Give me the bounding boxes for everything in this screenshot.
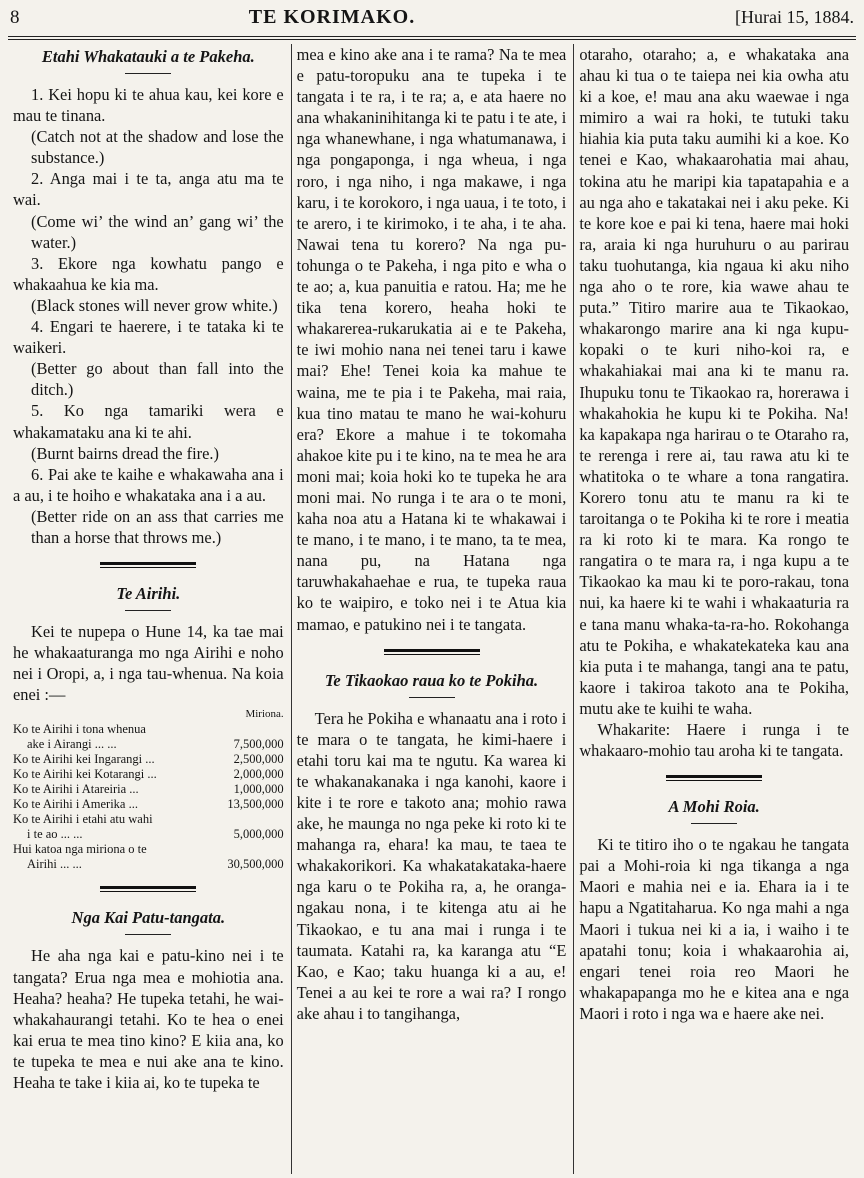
population-table: [13, 707, 284, 872]
proverb-1-english: (Catch not at the shadow and lose the substance.): [31, 127, 284, 168]
row-value: [208, 812, 284, 827]
table-row: [13, 842, 284, 857]
airihi-intro: Kei te nupepa o Hune 14, ka tae mai he whakaaturanga mo nga Airihi e noho nei i Oropi, a, i nga tau-whenua. Na koia enei :—: [13, 622, 284, 705]
proverb-3: 3. Ekore nga kowhatu pango e whakaahua ke kia ma.: [13, 253, 284, 294]
page-header: [8, 6, 856, 36]
row-label: i te ao ... ...: [27, 827, 83, 842]
column-2: [291, 44, 574, 1174]
short-rule: [409, 697, 455, 698]
newspaper-title: TE KORIMAKO.: [248, 6, 416, 28]
proverb-6: 6. Pai ake te kaihe e whakawaha ana i a au, i te hoiho e whakataka ana i a au.: [13, 464, 284, 505]
row-label: Ko te Airihi i tona whenua: [13, 722, 146, 737]
columns: [8, 44, 856, 1174]
proverb-3-english: (Black stones will never grow white.): [31, 295, 278, 315]
page-number: 8: [10, 7, 20, 28]
article-heading-airihi: Te Airihi.: [116, 584, 181, 604]
tikaokao-moral: Whakarite: Haere i runga i te whakaaro-mohio tau aroha ki te tangata.: [579, 720, 850, 761]
column-3: [573, 44, 856, 1174]
short-rule: [691, 823, 737, 824]
proverb-6-english: (Better ride on an ass that carries me than a horse that throws me.): [31, 506, 284, 547]
section-rule: [100, 886, 196, 892]
row-value: 7,500,000: [233, 737, 284, 752]
table-row: [13, 767, 284, 782]
column-1: [8, 44, 291, 1174]
table-unit-header: Miriona.: [245, 708, 284, 721]
row-value: 5,000,000: [233, 827, 284, 842]
row-value: 1,000,000: [233, 782, 284, 797]
row-label: Ko te Airihi i Atareiria ...: [13, 782, 139, 797]
row-label: Airihi ... ...: [27, 857, 82, 872]
proverb-4: 4. Engari te haerere, i te tataka ki te waikeri.: [13, 317, 284, 358]
mohi-roia-body: Ki te titiro iho o te ngakau he tangata pai a Mohi-roia ki nga tikanga a nga Maori e mahia nei e ia. Ehara ia i te hapu a Ngatitaharua. Ko nga mahi a nga Maori i tukua nei ki a ia, i waiho i te apatahi tonu; koia i whakaarohia ai, engari tenei roia reo Maori he whakapapanga mo he e kitea ana e nga Maori i roto i nga wa e haere ake nei.: [579, 835, 850, 1023]
article-heading-tikaokao: Te Tikaokao raua ko te Pokiha.: [324, 670, 539, 690]
header-rule: [8, 36, 856, 40]
table-row: [13, 797, 284, 812]
kai-body-continued: mea e kino ake ana i te rama? Na te mea e patu-toropuku ana te tupeka i te tangata i te ra, i te ra; a, e ata haere no ana whakaninihitanga ki te patu i te ate, i nga whanewhane, i nga whatumanawa, i nga pongaponga, i nga wheua, i nga roro, i nga niho, i nga makawe, i nga karu, i te korokoro, i nga uaua, i te toto, i te arero, i te kirimoko, i te aha, i te aha. Nawai tena tu korero? Na nga pu-tohunga o te Pakeha, i nga pito e wha o te ao; a, kua panuitia e ratou. Ha; me he tika tena korero, heaha hoki te whakarerea-rukarukatia ai e te Pakeha, te iwi mohio nana nei tenei taru i kawe mai? Ehe! Tenei koia ka mahue te waina, me te pia i te Pakeha, mai raia, kua tino matau te mano he wai-kohuru era? Ekore a mahue i te tokomaha ahakoe kite pu i te kino, na te mea he ara moni mai; koia hoki ko te tupeka he ara moni mai. No runga i te ara o te moni, kaha noa atu a Hatana ki te whakawai i te mano, i te mano, i te mano, ta te mea, nana pu, na Hatana nga taruwhakahaehae e rua, te tupeka raua ko te waipiro, e toko nei i te Atua kia mamao, e patukino nei i te tangata.: [296, 45, 567, 634]
table-row: [13, 722, 284, 737]
proverb-2: 2. Anga mai i te ta, anga atu ma te wai.: [13, 169, 284, 210]
article-heading-mohi-roia: A Mohi Roia.: [668, 797, 760, 817]
table-row: [13, 827, 284, 842]
proverb-4-english: (Better go about than fall into the ditch.): [31, 359, 284, 400]
table-row: [13, 812, 284, 827]
issue-date: [Hurai 15, 1884.: [735, 7, 854, 27]
table-row: [13, 782, 284, 797]
row-label: Ko te Airihi kei Kotarangi ...: [13, 767, 157, 782]
row-label: Ko te Airihi i Amerika ...: [13, 797, 138, 812]
row-label: ake i Airangi ... ...: [27, 737, 117, 752]
table-row: [13, 857, 284, 872]
row-value: 13,500,000: [227, 797, 284, 812]
short-rule: [125, 73, 171, 74]
tikaokao-body: Tera he Pokiha e whanaatu ana i roto i te mara o te tangata, he kimi-haere i etahi toru kai ma te ngutu. Ka warea ki te whakanakanaka i nga kanohi, kaore i kite i te rore e takoto ana; mohio rawa ake, he maunga no nga peke ki roto ki te mahanga ra, ehara! ka mau, te taea te whakakorikori. Ka whakatakataka-haere nga karu o te Pokiha ra, a, he oranga-ngakau nona, i te kitenga atu ai he Tikaokao, e tu ana mai i runga i te taumata. Katahi ra, ka karanga atu “E Kao, e Kao; taku huanga ki a au, e! Tenei a au kei te rore a wai ra? I rongo ake ahau i to tangihanga,: [296, 708, 567, 1023]
section-rule: [100, 562, 196, 568]
short-rule: [125, 934, 171, 935]
proverb-5: 5. Ko nga tamariki wera e whakamataku ana ki te ahi.: [13, 401, 284, 442]
short-rule: [125, 610, 171, 611]
row-value: [208, 842, 284, 857]
row-value: [208, 722, 284, 737]
article-heading-proverbs: Etahi Whakatauki a te Pakeha.: [41, 47, 255, 66]
proverb-5-english: (Burnt bairns dread the fire.): [31, 443, 219, 463]
proverb-2-english: (Come wi’ the wind an’ gang wi’ the water.): [31, 211, 284, 252]
article-heading-kai: Nga Kai Patu-tangata.: [71, 908, 226, 928]
row-value: 2,500,000: [233, 752, 284, 767]
kai-body: He aha nga kai e patu-kino nei i te tangata? Erua nga mea e mohiotia ana. Heaha? heaha? He tupeka tetahi, he wai-whakahaurangi tetahi. Ko te hea o enei kai erua te mea tino kino? E kiia ana, ko te tupeka te mea e nui ake ana te kino. Heaha te take i kiia ai, ko te tupeka te: [13, 946, 284, 1092]
table-row: [13, 737, 284, 752]
tikaokao-body-continued: otaraho, otaraho; a, e whakataka ana ahau ki tua o te taiepa nei kia owha atu ki a koe, e! mau ana aku waewae i nga mimiro a wai ra hoki, te tutuki taku hiahia kia puta taku aumihi ki a koe. Ko tenei e Kao, whakaarohatia mai ahau, tokina atu he maripi kia tapatapahia e a au nga aho e takatakai nei i aku peke. Ki te kore koe e pai ki tena, haere mai hoki ra, araia ki nga huruhuru o au parirau taku tuohutanga, kia ngaua ki aku niho nga aho o te rore, kia wawe ahau te puta.” Titiro marire aua te Tikaokao, whakarongo marire ana ki nga kupu-kopaki o te kuri niho-koi ra, e whakahiakai mai ana ki te manu ra. Ihupuku tonu te Tikaokao ra, horerawa i whakahokia he kupu ki te Pokiha. Na! ka kapakapa nga harirau o te Otaraho ra, te rerenga i rere ai, tau rawa atu ki te whatitoka o te whare a tona rangatira. Korero tonu atu te manu ra ki te taroitanga o te Pokiha ki te rore i meatia ra ki roto ki te mara. Ka rongo te rangatira o te mara ra, i nga kupu a te Tikaokao ka mau ki te poro-rakau, tona nui, ka haere ki te wahi i whakaaturia ra e tana manu whaka-ta-ra-ho. Rokohanga atu te Pokiha, e whakatekateka kau ana kia puta i te mahanga, tangi ana te patu, kaore i takiroa takoto ana te Pokiha, mutu ake te kuihi te waha.: [579, 45, 850, 718]
section-rule: [666, 775, 762, 781]
row-value: 2,000,000: [233, 767, 284, 782]
section-rule: [384, 649, 480, 655]
row-label: Ko te Airihi kei Ingarangi ...: [13, 752, 155, 767]
row-value: 30,500,000: [227, 857, 284, 872]
table-row: [13, 752, 284, 767]
row-label: Ko te Airihi i etahi atu wahi: [13, 812, 153, 827]
row-label: Hui katoa nga miriona o te: [13, 842, 147, 857]
proverb-1: 1. Kei hopu ki te ahua kau, kei kore e mau te tinana.: [13, 85, 284, 126]
